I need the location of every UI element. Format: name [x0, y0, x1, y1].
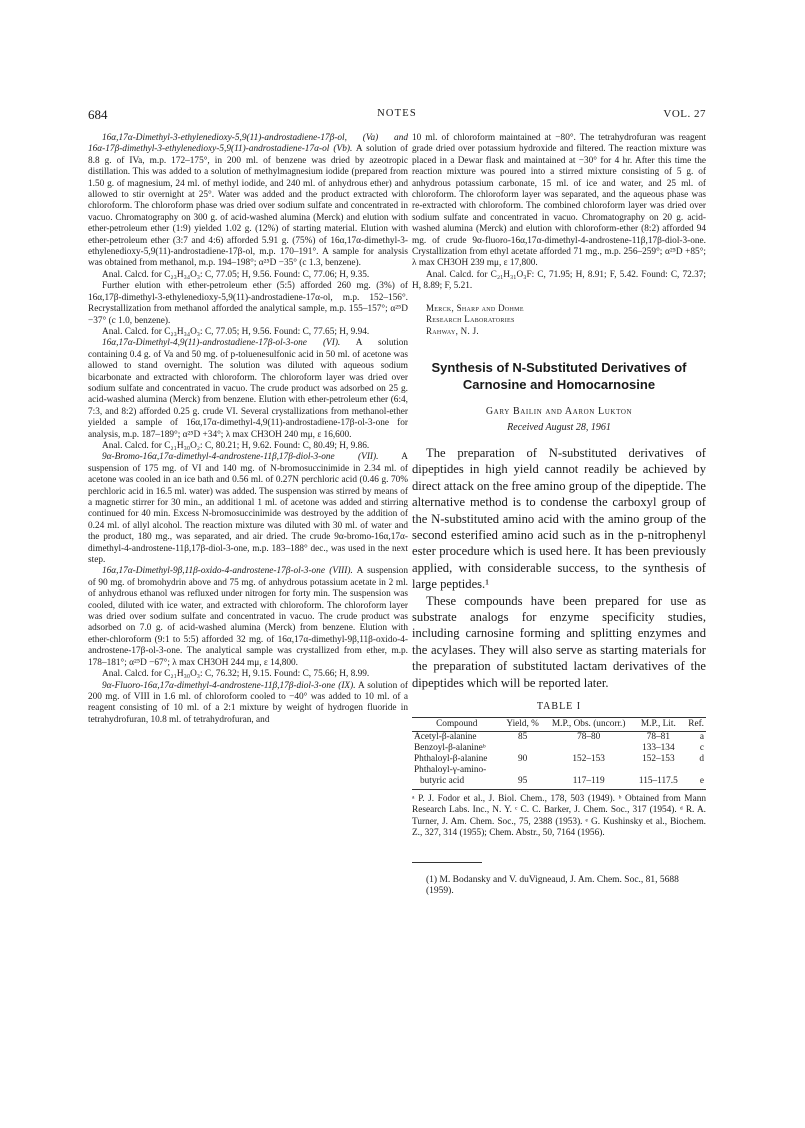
- cell: [502, 765, 544, 776]
- section-vii: [88, 452, 408, 566]
- right-column: [412, 133, 706, 898]
- cell: Acetyl-β-alanine: [414, 732, 477, 742]
- table-row: [412, 765, 706, 776]
- cell: 133–134: [642, 743, 675, 753]
- table-title: TABLE I: [536, 701, 582, 712]
- cell: Benzoyl-β-alanineᵇ: [414, 743, 486, 753]
- section-text: A suspension of 90 mg. of bromohydrin above and 75 mg. of anhydrous potassium acetate in 2 ml. of anhydrous ethanol was refluxed under nitrogen for forty min. The suspension was cooled, diluted with ice water, and extracted with chloroform. The chloroform layer was dried over sodium sulfate and concentrated in vacuo. The crude product was adsorbed on 7.0 g. of acid-washed alumina (Merck) from benzene. Elution with ether-chloroform (9:1 to 5:5) afforded 32 mg. of 16α,17α-dimethyl-9β,11β-oxido-4-androstene-17β-ol-3-one. The analytical sample was crystallized from ether, m.p. 178–181°; α²⁵D −67°; λ max CH3OH 244 mμ, ε 14,800.: [88, 566, 408, 668]
- analysis-line: Anal. Calcd. for C₂₁H₃₀O₃: C, 76.32; H, 9.15. Found: C, 75.66; H, 8.99.: [102, 669, 370, 680]
- table-footnotes: ᵃ P. J. Fodor et al., J. Biol. Chem., 178, 503 (1949). ᵇ Obtained from Mann Research Labs. Inc., N. Y. ᶜ C. C. Barker, J. Chem. Soc., 317 (1954). ᵈ R. A. Turner, J. Am. Chem. Soc., 75, 2388 (1953). ᵉ G. Kushinsky et al., Biochem. Z., 327, 314 (1955); Chem. Abstr., 50, 7164 (1956).: [412, 794, 706, 839]
- section-title: 16α,17α-Dimethyl-9β,11β-oxido-4-androstene-17β-ol-3-one (VIII).: [102, 566, 353, 577]
- page-header: [88, 107, 706, 123]
- table-row: [412, 732, 706, 744]
- col-header: Ref.: [683, 718, 706, 732]
- cell: 117–119: [544, 776, 634, 790]
- cell: e: [683, 776, 706, 790]
- body-paragraph: These compounds have been prepared for use as substrate analogs for enzyme specificity studies, including carnosine forming and splitting enzymes and the acylases. They will also serve as starting materials for the preparation of substituted lactam derivatives of the dipeptides which will be reported later.: [412, 593, 706, 690]
- col-header: M.P., Lit.: [634, 718, 684, 732]
- section-va-vb: [88, 133, 408, 270]
- footnote: (1) M. Bodansky and V. duVigneaud, J. Am. Chem. Soc., 81, 5688 (1959).: [426, 874, 679, 897]
- cell: butyric acid: [412, 776, 502, 790]
- body-paragraph: The preparation of N-substituted derivatives of dipeptides in high yield cannot readily be achieved by direct attack on the free amino group of the dipeptide. The alternative method is to condense the carboxyl group of the N-substituted amino acid with the amino group of the second esterified amino acid such as in the p-nitrophenyl ester procedure which is used here. It has been previously applied, with considerable success, to the synthesis of large peptides.¹: [412, 445, 706, 592]
- page-number: 684: [88, 107, 108, 122]
- section-text: A solution of 200 mg. of VIII in 1.6 ml. of chloroform cooled to −40° was added to 10 ml. of a reagent consisting of 10 ml. of a 2:1 mixture by weight of hydrogen fluoride in tetrahydrofuran, 10.8 ml. of tetrahydrofuran, and: [88, 680, 408, 725]
- section-text: A solution containing 0.4 g. of Va and 50 mg. of p-toluenesulfonic acid in 50 ml. of acetone was allowed to stand overnight. The solution was diluted with aqueous sodium bicarbonate and extracted with chloroform. The chloroform layer was dried over sodium sulfate and concentrated in vacuo. The crude product was adsorbed on 25 g. acid-washed alumina (Merck) from benzene. Elution with ether-petroleum ether (6:4, 7:3, and 8:2) afforded 0.25 g. crude VI. Several crystallizations from methanol-ether yielded a sample of 16α,17α-dimethyl-4,9(11)-androstadiene-17β-ol-3-one for analysis, m.p. 187–189°; α²⁵D +34°; λ max CH3OH 240 mμ, ε 16,600.: [88, 338, 408, 440]
- section-title: 9α-Fluoro-16α,17α-dimethyl-4-androstene-11β,17β-diol-3-one (IX).: [102, 680, 356, 691]
- cell: a: [699, 732, 704, 742]
- cell: [683, 765, 706, 776]
- cell: 78–80: [577, 732, 601, 742]
- cell: 115–117.5: [634, 776, 684, 790]
- cell: 85: [518, 732, 528, 742]
- col-header: M.P., Obs. (uncorr.): [544, 718, 634, 732]
- cell: Phthaloyl-β-alanine: [414, 754, 488, 764]
- affiliation-line: Research Laboratories: [426, 314, 515, 325]
- cell: [634, 765, 684, 776]
- table-row: [412, 743, 706, 754]
- cell: 78–81: [646, 732, 670, 742]
- footnote-divider: [412, 862, 482, 863]
- article-body: [412, 445, 706, 691]
- analysis-line: Anal. Calcd. for C₂₁H₃₁O₃F: C, 71.95; H, 8.91; F, 5.42. Found: C, 72.37; H, 8.89; F, 5.21.: [412, 269, 706, 292]
- analysis-line: Anal. Calcd. for C₂₃H₃₄O₃: C, 77.05; H, 9.56. Found: C, 77.65; H, 9.94.: [102, 326, 370, 337]
- continued-text: 10 ml. of chloroform maintained at −80°. The tetrahydrofuran was reagent grade dried over potassium hydroxide and filtered. The reaction mixture was placed in a Dewar flask and maintained at −30° for 4 hr. After this time the reaction mixture was poured into a stirred mixture consisting of 5 g. of anhydrous potassium carbonate, 15 ml. of ice and water, and 25 ml. of chloroform. The chloroform layer was separated, and the aqueous phase was re-extracted with chloroform. The combined chloroform layer was dried over sodium sulfate and concentrated in vacuo. Chromatography on 20 g. acid-washed alumina (Merck) and elution with chloroform-ether (8:2) afforded 94 mg. of crude 9α-fluoro-16α,17α-dimethyl-4-androstene-11β,17β-diol-3-one. Crystallization from ethyl acetate afforded 71 mg., m.p. 256–259°; α²⁵D +85°; λ max CH3OH 239 mμ, ε 17,800.: [412, 133, 706, 269]
- col-header: Compound: [412, 718, 502, 732]
- section-viii: [88, 566, 408, 669]
- cell: [544, 765, 634, 776]
- cell: [502, 743, 544, 754]
- affiliation-line: Merck, Sharp and Dohme: [426, 302, 524, 313]
- section-title: 9α-Bromo-16α,17α-dimethyl-4-androstene-11β,17β-diol-3-one (VII).: [102, 452, 379, 463]
- analysis-line: Anal. Calcd. for C₂₁H₃₀O₂: C, 80.21; H, 9.62. Found: C, 80.49; H, 9.86.: [102, 440, 370, 451]
- section-ix: [88, 681, 408, 727]
- cell: 152–153: [642, 754, 675, 764]
- section-title: 16α,17α-Dimethyl-4,9(11)-androstadiene-17β-ol-3-one (VI).: [102, 338, 341, 349]
- cell: 152–153: [572, 754, 605, 764]
- table-row: [412, 754, 706, 765]
- left-column: [88, 133, 408, 726]
- volume-label: VOL. 27: [663, 108, 706, 120]
- affiliation-line: Rahway, N. J.: [426, 325, 479, 336]
- cell: d: [699, 754, 704, 764]
- section-title: 16α,17α-Dimethyl-3-ethylenedioxy-5,9(11)-androstadiene-17β-ol, (Va) and 16α-17β-dimethyl-3-ethylenedioxy-5,9(11)-androstadiene-17α-ol (Vb).: [88, 133, 408, 155]
- article-authors: Gary Bailin and Aaron Lukton: [485, 405, 633, 417]
- cell: [544, 743, 634, 754]
- table-row: [412, 776, 706, 790]
- affiliation: [412, 303, 706, 337]
- section-text: A suspension of 175 mg. of VI and 140 mg. of N-bromosuccinimide in 2.34 ml. of acetone was cooled in an ice bath and 0.56 ml. of 0.27N perchloric acid (0.46 g. 70% perchloric acid in 16.5 ml. water) was added. The suspension was stirred by means of a magnetic stirrer for 30 min., an additional 1 ml. of acetone was added and stirring continued for 40 min. Excess N-bromosuccinimide was destroyed by the addition of 0.24 ml. of allyl alcohol. The reaction mixture was diluted with 30 ml. of water and the product, 180 mg., was separated, and air dried. The crude 9α-bromo-16α,17α-dimethyl-4-androstene-11β,17β-diol-3-one, m.p. 183–188° dec., was used in the next step.: [88, 452, 408, 566]
- article-title: Synthesis of N-Substituted Derivatives of Carnosine and Homocarnosine: [431, 359, 687, 392]
- col-header: Yield, %: [502, 718, 544, 732]
- data-table: [412, 717, 706, 790]
- running-title: NOTES: [377, 108, 417, 119]
- cell: 90: [518, 754, 528, 764]
- received-date: Received August 28, 1961: [507, 421, 611, 433]
- cell: c: [699, 743, 704, 753]
- section-vi: [88, 338, 408, 441]
- cell: Phthaloyl-γ-amino-: [414, 765, 487, 775]
- section-further-elution: Further elution with ether-petroleum ether (5:5) afforded 260 mg. (3%) of 16α,17β-dimethyl-3-ethylenedioxy-5,9(11)-androstadiene-17α-ol, m.p. 152–156°. Recrystallization from methanol afforded the analytical sample, m.p. 155–157°; α²⁵D −37° (c 1.0, benzene).: [88, 281, 408, 326]
- cell: 95: [502, 776, 544, 790]
- analysis-line: Anal. Calcd. for C₂₃H₃₄O₃: C, 77.05; H, 9.56. Found: C, 77.06; H, 9.35.: [102, 269, 370, 280]
- section-text: A solution of 8.8 g. of IVa, m.p. 172–175°, in 200 ml. of benzene was dried by azeotropic distillation. This was added to a solution of methylmagnesium iodide (prepared from 1.50 g. of magnesium, 24 ml. of methyl iodide, and 240 ml. of anhydrous ether) and allowed to stir overnight at 25°. Water was added and the product extracted with chloroform. The chloroform phase was dried over sodium sulfate and concentrated in vacuo. Chromatography on 300 g. of acid-washed alumina (Merck) and elution with ether-petroleum ether (1:9) yielded 1.02 g. (12%) of starting material. Elution with ether-petroleum ether (3:7 and 4:6) afforded 5.91 g. (75%) of 16α,17α-dimethyl-3-ethylenedioxy-5,9(11)-androstadiene-17β-ol, m.p. 170–191°. A sample for analysis was obtained from methanol, m.p. 194–198°; α²⁵D −35° (c 1.3, benzene).: [88, 144, 408, 269]
